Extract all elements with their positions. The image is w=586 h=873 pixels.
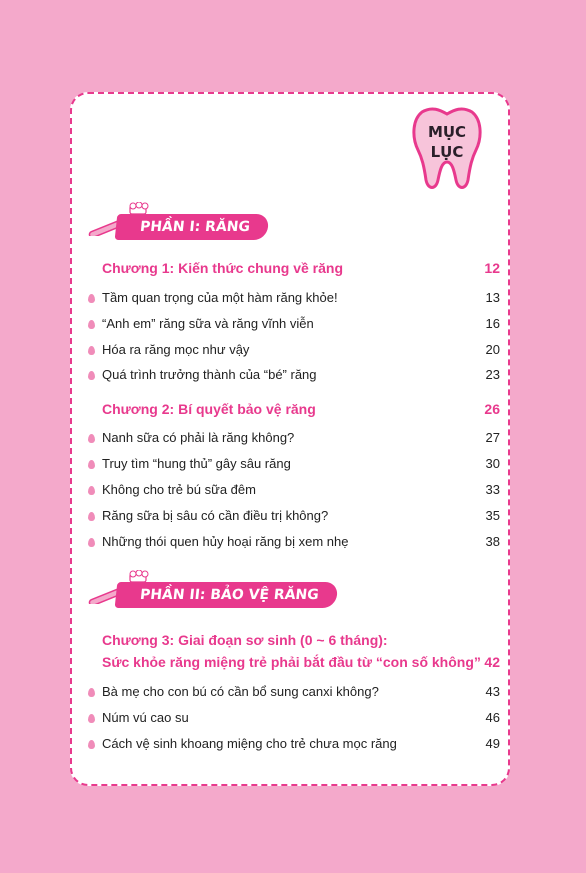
item-page: 23 <box>485 367 500 382</box>
item-text: Hóa ra răng mọc như vậy <box>102 342 250 357</box>
item-page: 43 <box>485 684 500 699</box>
item-text: Cách vệ sinh khoang miệng cho trẻ chưa mọc răng <box>102 736 397 751</box>
list-item <box>86 287 500 309</box>
item-page: 35 <box>485 508 500 523</box>
item-page: 13 <box>485 290 500 305</box>
item-text: Quá trình trưởng thành của “bé” răng <box>102 367 317 382</box>
list-item <box>86 364 500 386</box>
chapter-page: 26 <box>484 401 500 417</box>
list-item <box>86 681 500 703</box>
bullet-icon <box>88 320 95 329</box>
item-text: Núm vú cao su <box>102 710 189 725</box>
chapter-title: Chương 1: Kiến thức chung về răng <box>102 260 344 276</box>
list-item <box>86 339 500 361</box>
bullet-icon <box>88 346 95 355</box>
item-text: “Anh em” răng sữa và răng vĩnh viễn <box>102 316 314 331</box>
list-item <box>86 505 500 527</box>
bullet-icon <box>88 714 95 723</box>
bullet-icon <box>88 371 95 380</box>
bullet-icon <box>88 294 95 303</box>
item-page: 49 <box>485 736 500 751</box>
chapter-page: 42 <box>484 654 500 670</box>
bullet-icon <box>88 460 95 469</box>
list-item <box>86 479 500 501</box>
item-page: 27 <box>485 430 500 445</box>
chapter-heading <box>102 629 500 673</box>
list-item <box>86 427 500 449</box>
item-page: 20 <box>485 342 500 357</box>
tooth-badge <box>410 104 484 194</box>
chapter-heading <box>102 257 500 279</box>
part-title: PHẦN I: RĂNG <box>115 214 270 240</box>
item-page: 46 <box>485 710 500 725</box>
toc-title-line-1: MỤC <box>427 123 467 141</box>
list-item <box>86 531 500 553</box>
bullet-icon <box>88 688 95 697</box>
item-text: Những thói quen hủy hoại răng bị xem nhẹ <box>102 534 349 549</box>
bullet-icon <box>88 512 95 521</box>
item-text: Tầm quan trọng của một hàm răng khỏe! <box>102 290 338 305</box>
bullet-icon <box>88 434 95 443</box>
chapter-subtitle: Sức khỏe răng miệng trẻ phải bắt đầu từ “con số không” <box>102 654 481 670</box>
bullet-icon <box>88 740 95 749</box>
bullet-icon <box>88 538 95 547</box>
toc-title-line-2: LỤC <box>430 143 464 161</box>
item-page: 30 <box>485 456 500 471</box>
list-item <box>86 313 500 335</box>
chapter-title: Chương 2: Bí quyết bảo vệ răng <box>102 401 316 417</box>
bullet-icon <box>88 486 95 495</box>
item-text: Bà mẹ cho con bú có cần bổ sung canxi không? <box>102 684 379 699</box>
item-page: 38 <box>485 534 500 549</box>
item-text: Không cho trẻ bú sữa đêm <box>102 482 256 497</box>
list-item <box>86 733 500 755</box>
item-text: Truy tìm “hung thủ” gây sâu răng <box>102 456 291 471</box>
chapter-title: Chương 3: Giai đoạn sơ sinh (0 ~ 6 tháng): <box>102 632 388 648</box>
item-page: 33 <box>485 482 500 497</box>
list-item <box>86 453 500 475</box>
item-text: Nanh sữa có phải là răng không? <box>102 430 295 445</box>
part-header <box>86 202 346 242</box>
chapter-heading <box>102 398 500 420</box>
item-page: 16 <box>485 316 500 331</box>
part-header <box>86 570 346 610</box>
item-text: Răng sữa bị sâu có cần điều trị không? <box>102 508 329 523</box>
list-item <box>86 707 500 729</box>
part-title: PHẦN II: BẢO VỆ RĂNG <box>115 582 338 608</box>
toc-card <box>70 92 510 786</box>
chapter-page: 12 <box>484 260 500 276</box>
